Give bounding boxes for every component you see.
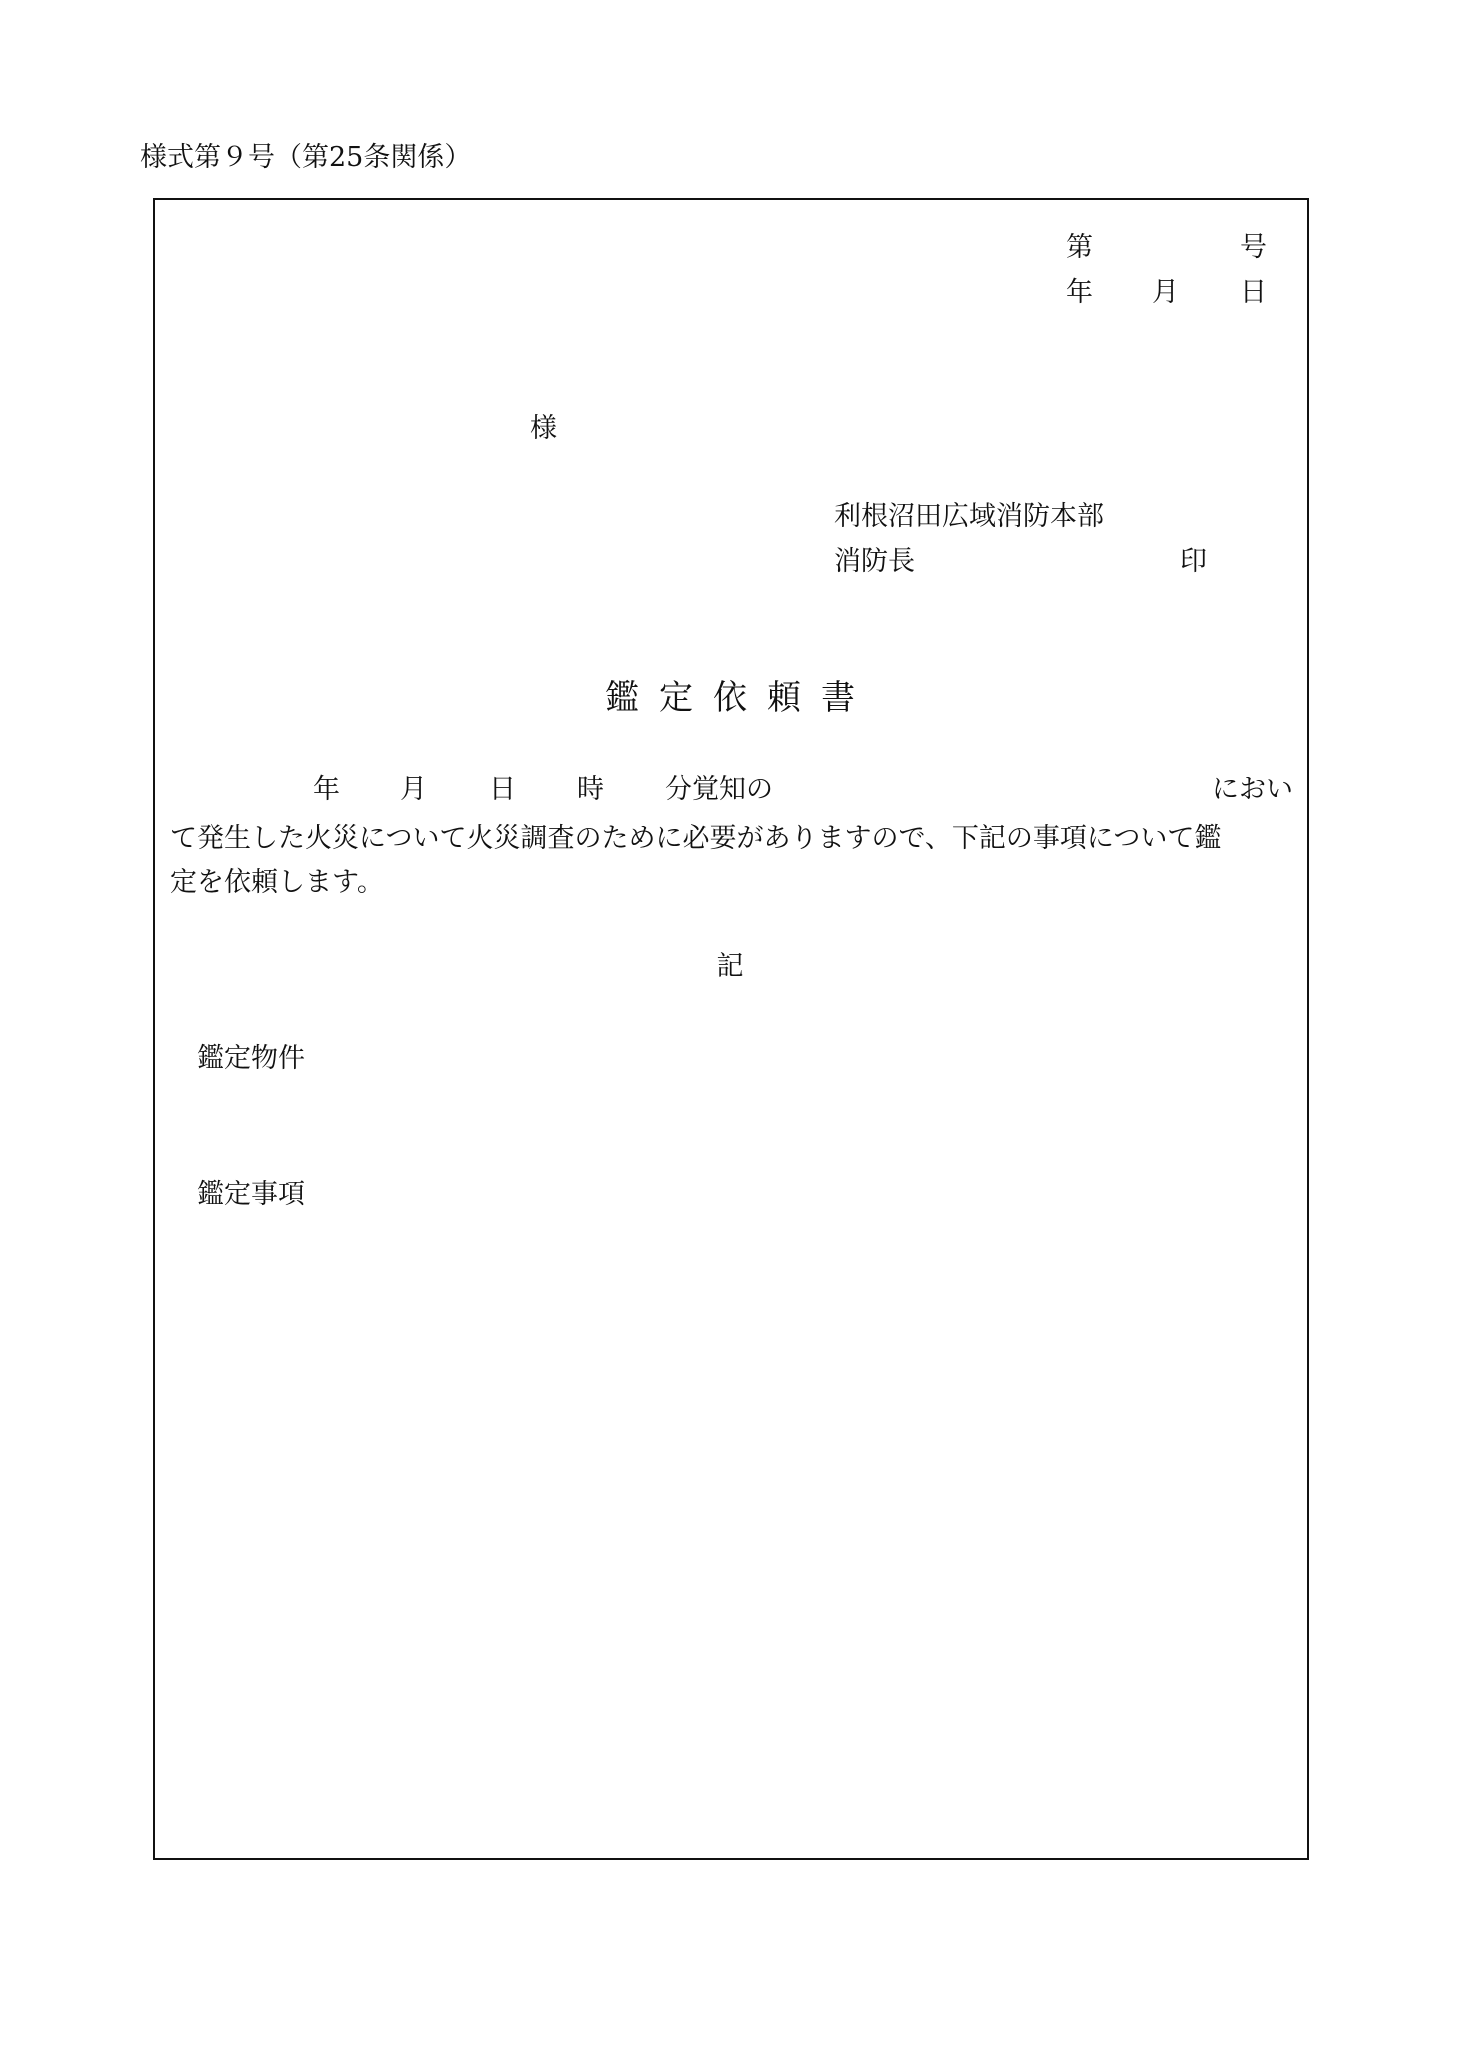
date-year-label: 年: [1066, 277, 1093, 308]
title-char: 定: [659, 678, 693, 718]
reference-dai: 第: [1066, 232, 1093, 263]
body-line-2: て発生した火災について火災調査のために必要がありますので、下記の事項について鑑: [170, 823, 1222, 854]
document-frame: [153, 198, 1309, 1860]
body-location-suffix: におい: [1212, 774, 1293, 805]
addressee-suffix: 様: [530, 413, 557, 444]
body-month-label: 月: [400, 774, 427, 805]
title-char: 書: [821, 678, 855, 718]
body-day-label: 日: [489, 774, 516, 805]
ki-heading: 記: [716, 951, 744, 982]
body-line-3: 定を依頼します。: [170, 867, 384, 898]
body-year-label: 年: [313, 774, 340, 805]
title-char: 依: [713, 678, 747, 718]
reference-go: 号: [1240, 232, 1267, 263]
date-day-label: 日: [1240, 277, 1267, 308]
item-label-appraisal-object: 鑑定物件: [197, 1043, 305, 1074]
item-label-appraisal-matter: 鑑定事項: [197, 1179, 305, 1210]
date-month-label: 月: [1152, 277, 1179, 308]
title-char: 頼: [767, 678, 801, 718]
form-number: 様式第９号（第25条関係）: [140, 142, 472, 173]
body-hour-label: 時: [577, 774, 604, 805]
title-char: 鑑: [605, 678, 639, 718]
document-title: [0, 678, 1460, 718]
sender-seal: 印: [1180, 546, 1207, 577]
body-minute-awareness: 分覚知の: [665, 774, 773, 805]
sender-organization: 利根沼田広域消防本部: [834, 501, 1104, 532]
sender-title: 消防長: [834, 546, 915, 577]
